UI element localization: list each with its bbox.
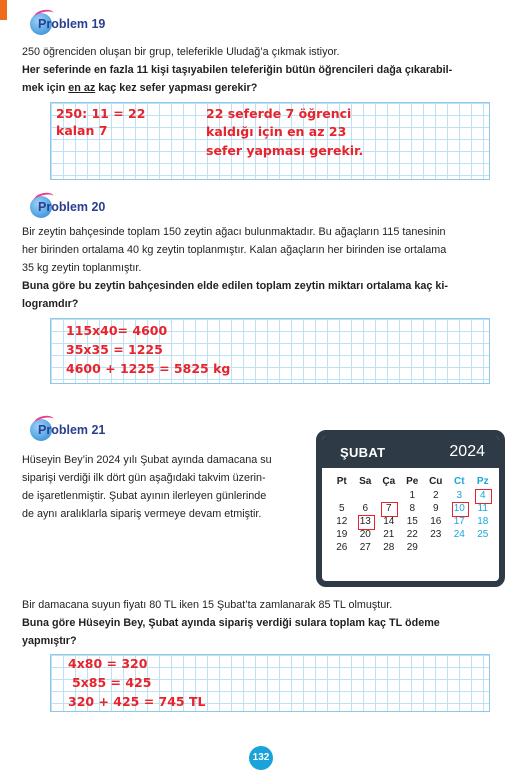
calendar-day: 10 bbox=[448, 502, 472, 515]
calendar-day: 28 bbox=[383, 542, 395, 553]
problem-19-text: 250 öğrenciden oluşan bir grup, teleferikle Uludağ’a çıkmak istiyor. Her seferinde en fazla 11 kişi taşıyabilen teleferiğin bütün öğrencileri dağa çıkarabil- mek için en az kaç kez sefer yapması gerekir? bbox=[22, 46, 453, 94]
calendar-empty-day bbox=[471, 541, 495, 554]
work-line: sefer yapması gerekir. bbox=[206, 143, 364, 158]
problem-19-title: Problem 19 bbox=[38, 17, 106, 31]
calendar-day: 5 bbox=[338, 503, 345, 514]
calendar-header bbox=[322, 436, 499, 468]
calendar-day: 18 bbox=[477, 516, 489, 527]
calendar-day: 26 bbox=[336, 542, 348, 553]
page-number: 132 bbox=[249, 746, 273, 770]
calendar-week-row bbox=[330, 515, 495, 528]
problem-20-title: Problem 20 bbox=[38, 200, 106, 214]
calendar-empty-day bbox=[377, 489, 401, 502]
work-line: 320 + 425 = 745 TL bbox=[68, 694, 206, 709]
work-line: 250: 11 = 22 bbox=[56, 106, 146, 121]
calendar-day: 21 bbox=[383, 529, 395, 540]
calendar-day: 4 bbox=[471, 489, 495, 502]
calendar-empty-day bbox=[424, 541, 448, 554]
problem-20-text: Bir zeytin bahçesinde toplam 150 zeytin ağacı bulunmaktadır. Bu ağaçların 115 tanesinin her birinden ortalama 40 kg zeytin toplanmıştır. Kalan ağaçların her birinden ise ortalama 35 kg zeytin toplanmıştır. Buna göre bu zeytin bahçesinden elde edilen toplam zeytin miktarı ortalama kaç ki- logramdır? bbox=[22, 226, 448, 310]
calendar-day: 15 bbox=[406, 516, 418, 527]
calendar-day: 9 bbox=[432, 503, 439, 514]
calendar-day: 16 bbox=[430, 516, 442, 527]
calendar-day: 24 bbox=[453, 529, 465, 540]
calendar-day: 29 bbox=[406, 542, 418, 553]
calendar-day: 25 bbox=[477, 529, 489, 540]
work-line: kaldığı için en az 23 bbox=[206, 124, 347, 139]
calendar-day: 12 bbox=[336, 516, 348, 527]
calendar-day: 13 bbox=[354, 515, 378, 528]
problem-19-heading bbox=[30, 13, 105, 35]
calendar-weekday-row bbox=[330, 474, 495, 489]
problem-21-title: Problem 21 bbox=[38, 423, 106, 437]
corner-tab bbox=[0, 0, 7, 20]
work-line: 5x85 = 425 bbox=[72, 675, 152, 690]
calendar-week-row bbox=[330, 489, 495, 502]
calendar-empty-day bbox=[330, 489, 354, 502]
calendar-empty-day bbox=[448, 541, 472, 554]
calendar-day: 3 bbox=[456, 490, 463, 501]
calendar-day: 1 bbox=[409, 490, 416, 501]
calendar-grid bbox=[330, 474, 495, 554]
calendar-weekday: Pt bbox=[336, 476, 347, 487]
calendar-day: 20 bbox=[359, 529, 371, 540]
calendar-month: ŞUBAT bbox=[340, 444, 386, 460]
calendar-week-row bbox=[330, 502, 495, 515]
calendar-weekday: Ct bbox=[453, 476, 465, 487]
problem-21-text: Hüseyin Bey’in 2024 yılı Şubat ayında damacana su siparişi verdiği ilk dört gün aşağıdaki takvim üzerin- de işaretlenmiştir. Şubat ayının ilerleyen günlerinde de aynı aralıklarla sipariş vermeye devam etmiştir. bbox=[22, 454, 272, 520]
work-line: 4x80 = 320 bbox=[68, 656, 148, 671]
calendar-day: 11 bbox=[477, 503, 488, 514]
calendar-weekday: Pe bbox=[406, 476, 419, 487]
calendar-day: 17 bbox=[453, 516, 465, 527]
work-line: kalan 7 bbox=[56, 123, 108, 138]
calendar-year: 2024 bbox=[449, 443, 485, 460]
calendar-weekday: Cu bbox=[429, 476, 443, 487]
calendar bbox=[316, 430, 505, 587]
work-line: 35x35 = 1225 bbox=[66, 342, 163, 357]
calendar-empty-day bbox=[354, 489, 378, 502]
calendar-day: 23 bbox=[430, 529, 442, 540]
calendar-day: 2 bbox=[432, 490, 439, 501]
problem-21-question: Bir damacana suyun fiyatı 80 TL iken 15 Şubat’ta zamlanarak 85 TL olmuştur. Buna göre Hüseyin Bey, Şubat ayında sipariş verdiği sulara toplam kaç TL ödeme yapmıştır? bbox=[22, 599, 440, 647]
calendar-day: 6 bbox=[362, 503, 369, 514]
calendar-weekday: Pz bbox=[476, 476, 489, 487]
work-line: 115x40= 4600 bbox=[66, 323, 168, 338]
work-line: 4600 + 1225 = 5825 kg bbox=[66, 361, 231, 376]
calendar-week-row bbox=[330, 528, 495, 541]
calendar-day: 14 bbox=[383, 516, 395, 527]
calendar-day: 27 bbox=[359, 542, 371, 553]
problem-20-heading bbox=[30, 196, 105, 218]
work-line: 22 seferde 7 öğrenci bbox=[206, 106, 352, 121]
calendar-day: 7 bbox=[377, 502, 401, 515]
calendar-day: 22 bbox=[406, 529, 418, 540]
calendar-week-row bbox=[330, 541, 495, 554]
problem-21-heading bbox=[30, 419, 105, 441]
calendar-weekday: Sa bbox=[359, 476, 372, 487]
calendar-day: 19 bbox=[336, 529, 348, 540]
calendar-day: 8 bbox=[409, 503, 416, 514]
calendar-weekday: Ça bbox=[382, 476, 396, 487]
